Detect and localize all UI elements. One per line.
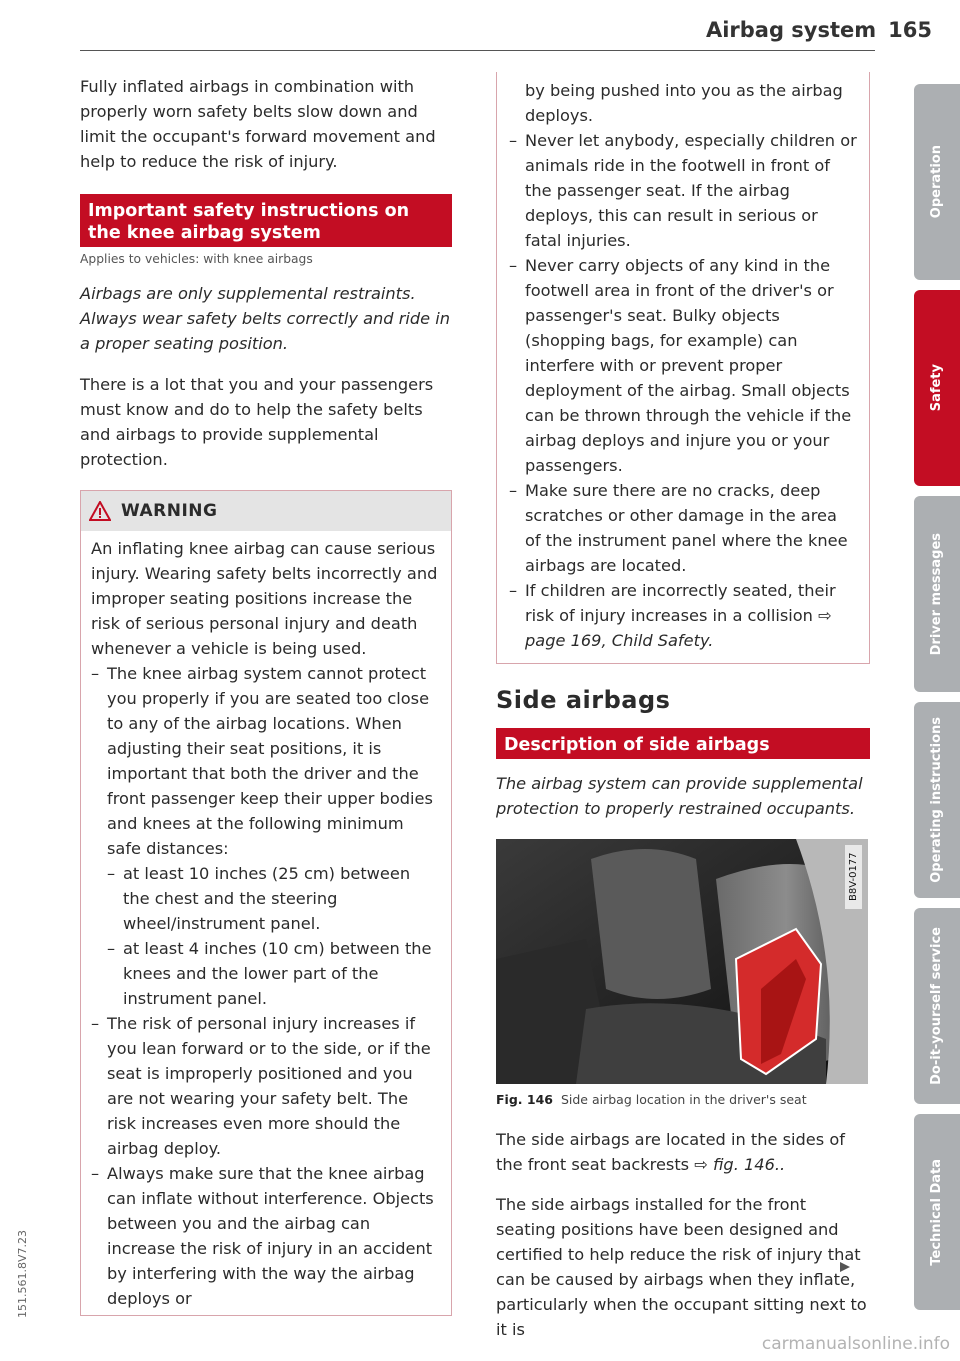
list-item: – Make sure there are no cracks, deep scratches or other damage in the area of the instrument panel where the knee airbags are located. (509, 478, 857, 578)
warning-list-continued (509, 128, 857, 653)
page-number: 165 (888, 18, 932, 42)
applies-note: Applies to vehicles: with knee airbags (80, 252, 313, 266)
figure-caption-text: Side airbag location in the driver's seat (560, 1092, 807, 1107)
right-column (496, 72, 870, 1342)
list-item-text: If children are incorrectly seated, their risk of injury increases in a collision (525, 581, 836, 625)
figure-reference-link[interactable]: ⇨ fig. 146.. (694, 1155, 786, 1174)
warning-continuation (496, 72, 870, 664)
header-title: Airbag system (705, 18, 877, 42)
list-item (91, 661, 441, 1011)
warning-triangle-icon (89, 501, 111, 521)
section-title-knee-airbag: Important safety instructions on the knee airbag system (80, 194, 452, 247)
list-item: – Never carry objects of any kind in the footwell area in front of the driver's or passenger's seat. Bulky objects (shopping bags, for example) can interfere with or prevent proper deployment of the airbag. Small objects can be thrown through the vehicle if the airbag deploys and injure you or your passengers. (509, 253, 857, 478)
list-item: – at least 4 inches (10 cm) between the knees and the lower part of the instrument panel. (107, 936, 441, 1011)
body-paragraph: There is a lot that you and your passengers must know and do to help the safety belts and airbags to provide supplemental protection. (80, 375, 434, 469)
document-code: 151.561.8V7.23 (16, 1230, 29, 1318)
warning-header (81, 491, 451, 531)
warning-box (80, 490, 452, 1316)
figure-side-airbag (496, 839, 868, 1084)
list-item: – Never let anybody, especially children or animals ride in the footwell in front of the passenger seat. If the airbag deploys, this can result in serious or fatal injuries. (509, 128, 857, 253)
page-header (706, 18, 932, 42)
heading-side-airbags: Side airbags (496, 686, 671, 714)
list-item: – The risk of personal injury increases if you lean forward or to the side, or if the seat is improperly positioned and you are not wearing your safety belt. The risk increases even more should the airbag deploy. (91, 1011, 441, 1161)
body-paragraph (496, 1127, 870, 1177)
tab-do-it-yourself-service[interactable]: Do-it-yourself service (914, 908, 960, 1104)
side-airbag-illustration (496, 839, 868, 1084)
body-paragraph-2: The side airbags installed for the front seating positions have been designed and certified to help reduce the risk of injury that can be caused by airbags when they inflate, particularly when the occupant sitting next to it is (496, 1195, 867, 1339)
header-rule (80, 50, 875, 51)
figure-caption (496, 1092, 870, 1107)
italic-lead-2: The airbag system can provide supplemental protection to properly restrained occupants. (496, 774, 863, 818)
italic-lead: Airbags are only supplemental restraints. Always wear safety belts correctly and ride in a proper seating position. (80, 284, 450, 353)
list-item-text: The knee airbag system cannot protect you properly if you are seated too close to any of the airbag locations. When adjusting their seat positions, it is important that both the driver and the front passenger keep their upper bodies and knees at the following minimum safe distances: (107, 664, 433, 858)
intro-paragraph: Fully inflated airbags in combination with properly worn safety belts slow down and limit the occupant's forward movement and help to reduce the risk of injury. (80, 77, 436, 171)
list-item (509, 578, 857, 653)
tab-safety[interactable]: Safety (914, 290, 960, 486)
left-column (80, 74, 452, 1316)
list-item: – at least 10 inches (25 cm) between the chest and the steering wheel/instrument panel. (107, 861, 441, 936)
tab-technical-data[interactable]: Technical Data (914, 1114, 960, 1310)
list-item: – Always make sure that the knee airbag can inflate without interference. Objects between you and the airbag can increase the risk of injury in an accident by interfering with the way the airbag deploys or (91, 1161, 441, 1311)
warning-intro: An inflating knee airbag can cause serious injury. Wearing safety belts incorrectly and improper seating positions increase the risk of serious personal injury and death whenever a vehicle is being used. (91, 539, 438, 658)
warning-body (81, 531, 451, 1315)
tab-operation[interactable]: Operation (914, 84, 960, 280)
paragraph-text: The side airbags are located in the sides of the front seat backrests (496, 1130, 845, 1174)
tab-driver-messages[interactable]: Driver messages (914, 496, 960, 692)
figure-code: B8V-0177 (845, 845, 862, 909)
footer-watermark: carmanualsonline.info (761, 1334, 950, 1354)
continued-text: by being pushed into you as the airbag deploys. (525, 81, 843, 125)
figure-label: Fig. 146 (496, 1092, 553, 1107)
section-title-side-airbags: Description of side airbags (496, 728, 870, 759)
sub-list (107, 861, 441, 1011)
tab-operating-instructions[interactable]: Operating instructions (914, 702, 960, 898)
warning-list (91, 661, 441, 1311)
warning-title: WARNING (121, 501, 218, 521)
continue-arrow-icon (838, 1260, 852, 1274)
cross-reference-link[interactable]: ⇨ page 169, Child Safety. (525, 606, 832, 650)
